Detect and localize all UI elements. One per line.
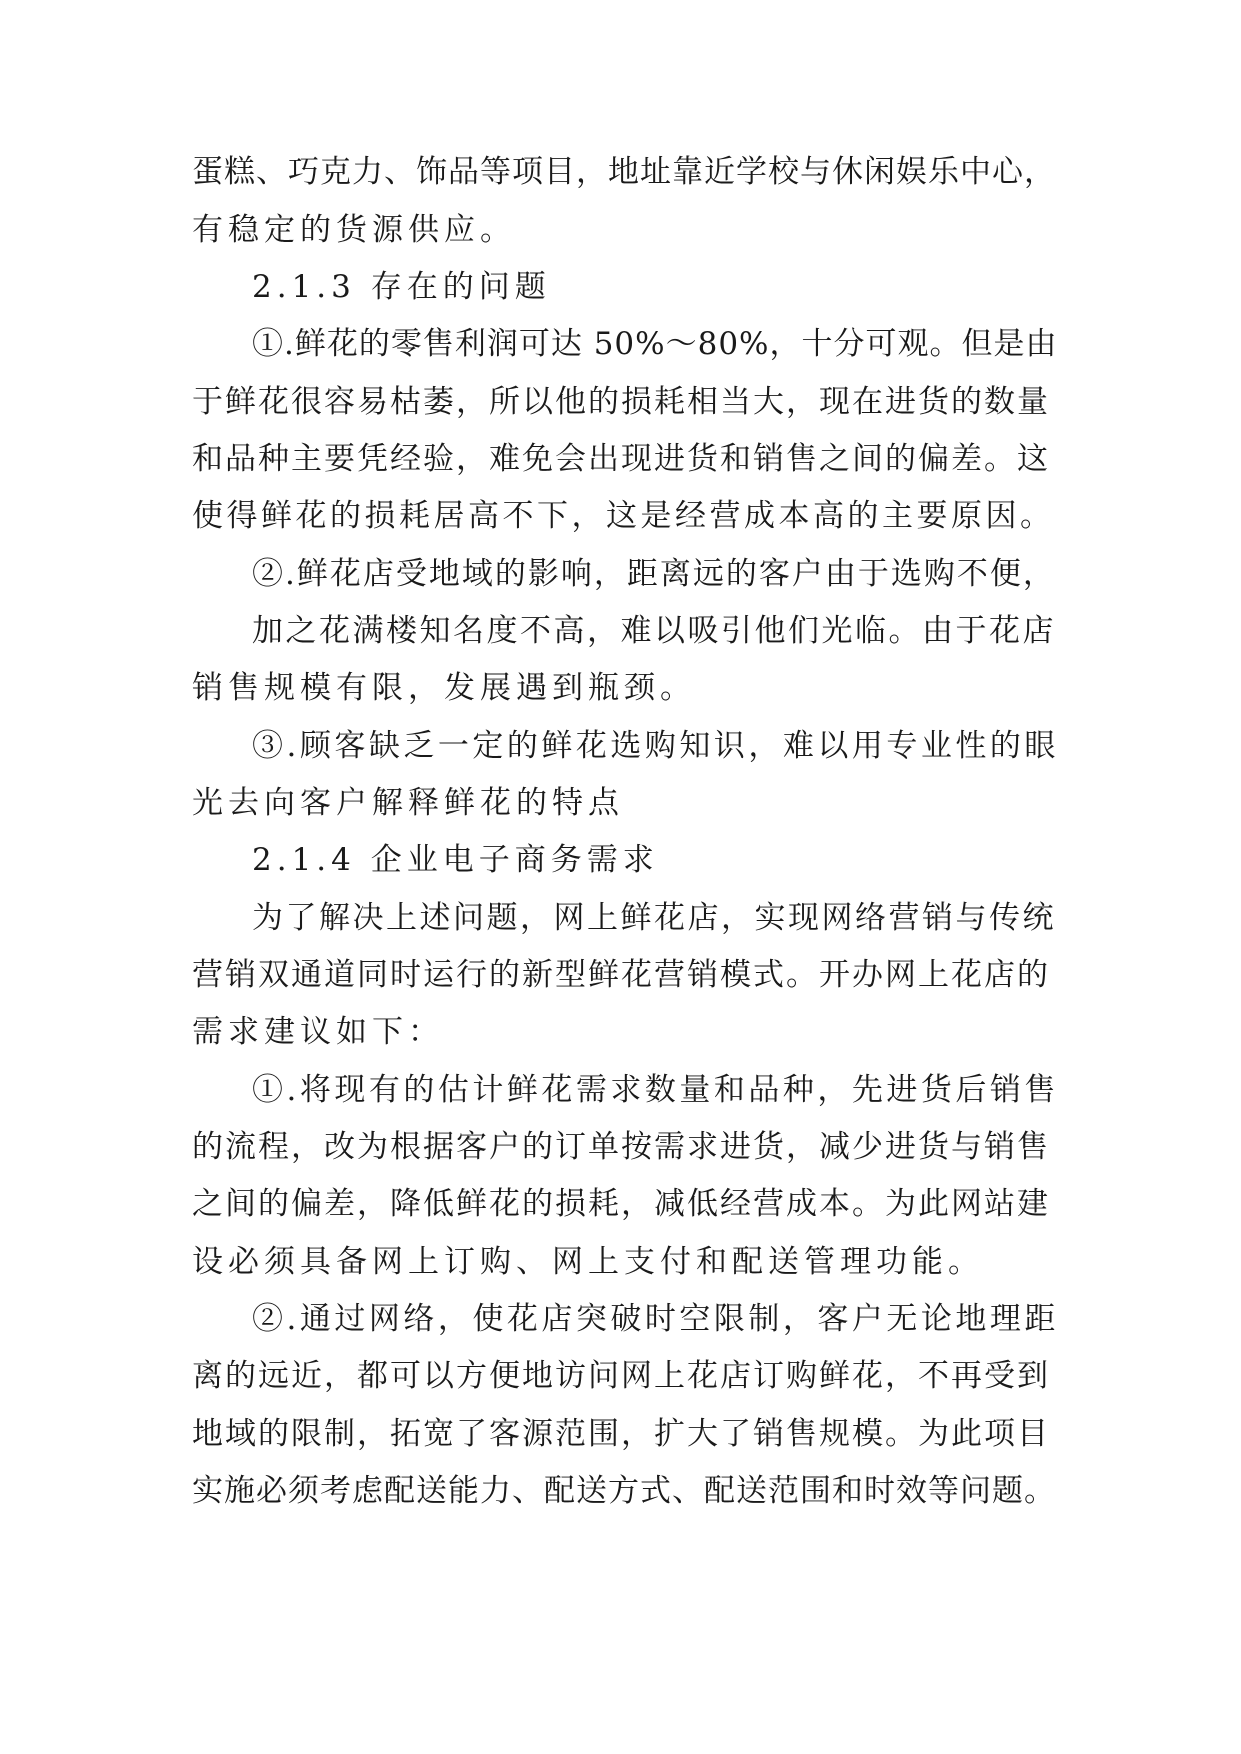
body-text-line: 于鲜花很容易枯萎，所以他的损耗相当大，现在进货的数量	[192, 384, 1050, 420]
body-text-line: 需求建议如下：	[192, 1014, 444, 1050]
body-text-line: ②.通过网络，使花店突破时空限制，客户无论地理距	[252, 1301, 1059, 1337]
body-text-line: 和品种主要凭经验，难免会出现进货和销售之间的偏差。这	[192, 441, 1050, 477]
body-text-line: 设必须具备网上订购、网上支付和配送管理功能。	[192, 1244, 984, 1280]
body-text-line: 销售规模有限，发展遇到瓶颈。	[192, 670, 696, 706]
body-text-line: 实施必须考虑配送能力、配送方式、配送范围和时效等问题。	[192, 1473, 1056, 1509]
body-text-line: ③.顾客缺乏一定的鲜花选购知识，难以用专业性的眼	[252, 728, 1059, 764]
body-text-line: 营销双通道同时运行的新型鲜花营销模式。开办网上花店的	[192, 957, 1050, 993]
body-text-line: ②.鲜花店受地域的影响，距离远的客户由于选购不便，	[252, 556, 1056, 592]
body-text-line: 光去向客户解释鲜花的特点	[192, 785, 624, 821]
body-text-line: 加之花满楼知名度不高，难以吸引他们光临。由于花店	[252, 613, 1056, 649]
body-text-line: 使得鲜花的损耗居高不下，这是经营成本高的主要原因。	[192, 498, 1055, 534]
body-text-line: 有稳定的货源供应。	[192, 212, 516, 248]
body-text-line: 蛋糕、巧克力、饰品等项目，地址靠近学校与休闲娱乐中心，	[192, 154, 1056, 190]
section-heading: 2.1.4 企业电子商务需求	[252, 842, 659, 878]
body-text-line: 为了解决上述问题，网上鲜花店，实现网络营销与传统	[252, 900, 1056, 936]
body-text-line: 地域的限制，拓宽了客源范围，扩大了销售规模。为此项目	[192, 1416, 1050, 1452]
body-text-line: ①.将现有的估计鲜花需求数量和品种，先进货后销售	[252, 1072, 1059, 1108]
section-heading: 2.1.3 存在的问题	[252, 269, 551, 305]
body-text-line: 之间的偏差，降低鲜花的损耗，减低经营成本。为此网站建	[192, 1186, 1050, 1222]
body-text-line: ①.鲜花的零售利润可达 50%～80%，十分可观。但是由	[252, 326, 1058, 362]
body-text-line: 的流程，改为根据客户的订单按需求进货，减少进货与销售	[192, 1129, 1050, 1165]
body-text-line: 离的远近，都可以方便地访问网上花店订购鲜花，不再受到	[192, 1358, 1050, 1394]
